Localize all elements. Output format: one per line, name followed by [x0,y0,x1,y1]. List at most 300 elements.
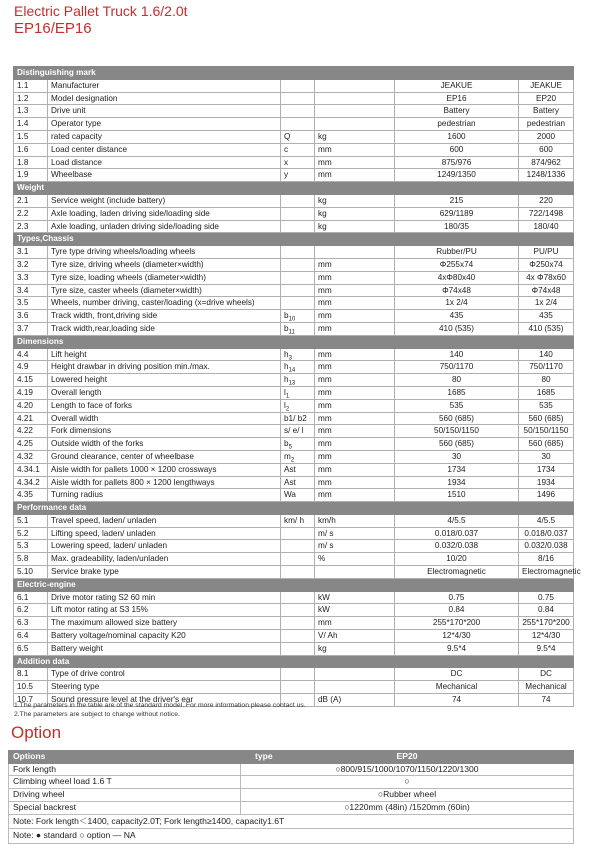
spec-row [14,642,574,655]
row-number: 3.2 [14,258,48,271]
option-label: Climbing wheel load 1.6 T [9,776,241,789]
row-unit [315,668,395,681]
spec-row [14,463,574,476]
row-symbol [281,514,315,527]
row-number: 1.8 [14,156,48,169]
option-row [9,801,574,814]
row-unit [315,681,395,694]
row-number: 8.1 [14,668,48,681]
value-ep20: Electromagnetic [519,566,574,579]
value-ep16: Φ74x48 [395,284,519,297]
row-number: 1.1 [14,79,48,92]
row-number: 6.1 [14,591,48,604]
row-label: Track width, front,driving side [48,310,281,323]
footnote: 1.The parameters in the table are of the standard model. For more information please contact us. [14,702,306,709]
value-ep20: 140 [519,348,574,361]
value-ep20: Φ250x74 [519,258,574,271]
value-ep20: 1248/1336 [519,169,574,182]
value-ep20: 255*170*200 [519,617,574,630]
row-number: 4.19 [14,386,48,399]
value-ep16: 255*170*200 [395,617,519,630]
value-ep20: 0.75 [519,591,574,604]
row-label: Overall width [48,412,281,425]
value-ep20: PU/PU [519,246,574,259]
section-heading: Types,Chassis [14,233,574,246]
value-ep20: 1934 [519,476,574,489]
value-ep16: Mechanical [395,681,519,694]
symbol-subscript: 2 [290,457,295,464]
row-symbol [281,143,315,156]
spec-row [14,604,574,617]
symbol-text: s/ e/ l [284,426,304,436]
value-ep20: 8/16 [519,553,574,566]
row-symbol [281,476,315,489]
row-unit: mm [315,476,395,489]
spec-table [13,66,581,707]
spec-row [14,284,574,297]
row-number: 3.6 [14,310,48,323]
row-number: 1.4 [14,118,48,131]
value-ep20: 1685 [519,386,574,399]
section-header [14,233,574,246]
row-symbol [281,553,315,566]
value-ep20: 560 (685) [519,412,574,425]
row-unit: kg [315,220,395,233]
row-symbol [281,246,315,259]
symbol-text: Ast [284,477,296,487]
value-ep16: 9.5*4 [395,642,519,655]
spec-row [14,450,574,463]
row-unit: m/ s [315,540,395,553]
footnotes [14,702,306,719]
row-unit [315,105,395,118]
spec-row [14,527,574,540]
row-unit: mm [315,284,395,297]
row-number: 1.6 [14,143,48,156]
row-symbol [281,642,315,655]
symbol-subscript: 13 [288,380,296,387]
option-row [9,776,574,789]
row-symbol [281,194,315,207]
section-heading: Distinguishing mark [14,67,574,80]
row-number: 5.3 [14,540,48,553]
option-header-type: type [255,751,273,761]
spec-row [14,386,574,399]
row-unit: mm [315,450,395,463]
row-unit: mm [315,386,395,399]
row-symbol [281,617,315,630]
symbol-subscript: 1 [285,393,290,400]
value-ep20: EP20 [519,92,574,105]
row-number: 3.4 [14,284,48,297]
row-number: 4.22 [14,425,48,438]
value-ep16: 1600 [395,130,519,143]
spec-row [14,540,574,553]
spec-row [14,169,574,182]
value-ep16: 4xΦ80x40 [395,271,519,284]
row-label: Type of drive control [48,668,281,681]
spec-row [14,553,574,566]
row-number: 4.32 [14,450,48,463]
row-unit: mm [315,156,395,169]
option-row [9,789,574,802]
value-ep20: 180/40 [519,220,574,233]
value-ep16: 30 [395,450,519,463]
row-unit: kW [315,604,395,617]
section-header [14,67,574,80]
option-value: ○800/915/1000/1070/1150/1220/1300 [241,763,574,776]
value-ep20: 1x 2/4 [519,297,574,310]
row-label: Drive motor rating S2 60 min [48,591,281,604]
row-number: 4.25 [14,438,48,451]
value-ep16: 600 [395,143,519,156]
row-symbol [281,271,315,284]
option-label: Special backrest [9,801,241,814]
value-ep16: DC [395,668,519,681]
spec-row [14,271,574,284]
spec-row [14,489,574,502]
value-ep16: Electromagnetic [395,566,519,579]
row-number: 1.9 [14,169,48,182]
value-ep20: 1734 [519,463,574,476]
spec-row [14,79,574,92]
row-label: Manufacturer [48,79,281,92]
spec-row [14,220,574,233]
value-ep16: 535 [395,399,519,412]
section-heading: Electric-engine [14,578,574,591]
row-label: rated capacity [48,130,281,143]
symbol-text: b1/ b2 [284,413,307,423]
row-label: Turning radius [48,489,281,502]
row-unit: mm [315,489,395,502]
row-symbol [281,463,315,476]
row-label: Lifting speed, laden/ unladen [48,527,281,540]
value-ep20: 2000 [519,130,574,143]
value-ep20: DC [519,668,574,681]
symbol-text: b [284,439,289,449]
row-label: Tyre size, caster wheels (diameter×width) [48,284,281,297]
value-ep20: 0.84 [519,604,574,617]
row-unit: dB (A) [315,694,395,707]
row-label: Tyre size, driving wheels (diameter×width) [48,258,281,271]
row-symbol [281,668,315,681]
symbol-subscript: 11 [288,329,295,336]
row-symbol [281,591,315,604]
section-header [14,655,574,668]
row-symbol [281,681,315,694]
value-ep16: 74 [395,694,519,707]
value-ep20: 12*4/30 [519,630,574,643]
row-label: Service weight (include battery) [48,194,281,207]
symbol-text: h [284,362,289,372]
section-heading: Dimensions [14,335,574,348]
option-title: Option [11,723,62,742]
spec-row [14,118,574,131]
row-unit: mm [315,258,395,271]
row-unit: mm [315,374,395,387]
value-ep16: 875/976 [395,156,519,169]
row-unit: mm [315,143,395,156]
row-symbol [281,438,315,451]
page-title: Electric Pallet Truck 1.6/2.0t [14,3,188,19]
row-label: Length to face of forks [48,399,281,412]
row-number: 4.20 [14,399,48,412]
value-ep16: 629/1189 [395,207,519,220]
spec-row [14,130,574,143]
row-label: Lift height [48,348,281,361]
page-subtitle: EP16/EP16 [14,20,92,37]
row-symbol [281,258,315,271]
row-symbol [281,412,315,425]
row-number: 3.1 [14,246,48,259]
row-number: 3.5 [14,297,48,310]
row-unit: kg [315,130,395,143]
option-label: Fork length [9,763,241,776]
row-label: Travel speed, laden/ unladen [48,514,281,527]
row-unit [315,566,395,579]
row-label: Track width,rear,loading side [48,322,281,335]
value-ep20: 80 [519,374,574,387]
symbol-text: h [284,349,289,359]
value-ep16: 10/20 [395,553,519,566]
symbol-subscript: 14 [288,367,296,374]
row-label: Fork dimensions [48,425,281,438]
row-symbol [281,399,315,412]
symbol-text: y [284,170,289,180]
spec-row [14,425,574,438]
spec-row [14,246,574,259]
row-number: 1.5 [14,130,48,143]
row-number: 6.2 [14,604,48,617]
row-number: 4.21 [14,412,48,425]
row-symbol [281,566,315,579]
value-ep20: Mechanical [519,681,574,694]
symbol-text: b [284,323,289,333]
symbol-text: x [284,157,289,167]
spec-row [14,194,574,207]
row-label: Tyre type driving wheels/loading wheels [48,246,281,259]
value-ep16: EP16 [395,92,519,105]
row-number: 4.35 [14,489,48,502]
spec-row [14,92,574,105]
row-symbol [281,348,315,361]
row-number: 2.1 [14,194,48,207]
row-unit: mm [315,348,395,361]
value-ep20: 722/1498 [519,207,574,220]
row-unit: kg [315,642,395,655]
row-label: Lowered height [48,374,281,387]
value-ep16: 0.84 [395,604,519,617]
section-header [14,182,574,195]
row-label: Axle loading, unladen driving side/loading side [48,220,281,233]
value-ep16: 750/1170 [395,361,519,374]
symbol-subscript: 10 [288,316,296,323]
spec-row [14,310,574,323]
row-unit: mm [315,297,395,310]
value-ep16: Rubber/PU [395,246,519,259]
spec-row [14,207,574,220]
row-number: 5.10 [14,566,48,579]
row-number: 10.7 [14,694,48,707]
option-value: ○1220mm (48in) /1520mm (60in) [241,801,574,814]
value-ep16: pedestrian [395,118,519,131]
row-symbol [281,604,315,617]
row-symbol [281,540,315,553]
option-header-row [9,751,574,764]
symbol-subscript: 3 [288,355,292,362]
value-ep16: JEAKUE [395,79,519,92]
row-symbol [281,527,315,540]
row-symbol [281,450,315,463]
option-legend: Note: ● standard ○ option — NA [9,829,574,844]
option-table [8,750,574,844]
row-symbol [281,92,315,105]
symbol-text: km/ h [284,515,305,525]
section-heading: Performance data [14,502,574,515]
section-heading: Weight [14,182,574,195]
spec-row [14,258,574,271]
spec-row [14,617,574,630]
row-number: 4.34.1 [14,463,48,476]
row-number: 10.5 [14,681,48,694]
value-ep16: 1510 [395,489,519,502]
row-symbol [281,169,315,182]
value-ep20: 30 [519,450,574,463]
row-label: Load center distance [48,143,281,156]
row-unit [315,118,395,131]
value-ep20: pedestrian [519,118,574,131]
spec-row [14,514,574,527]
value-ep16: 180/35 [395,220,519,233]
value-ep16: 1685 [395,386,519,399]
footnote: 2.The parameters are subject to change without notice. [14,710,180,718]
row-symbol [281,425,315,438]
row-unit: kg [315,194,395,207]
row-unit: km/h [315,514,395,527]
value-ep16: 140 [395,348,519,361]
value-ep16: 50/150/1150 [395,425,519,438]
row-label: Aisle width for pallets 1000 × 1200 crossways [48,463,281,476]
value-ep16: 560 (685) [395,412,519,425]
row-unit: mm [315,463,395,476]
row-label: Height drawbar in driving position min./max. [48,361,281,374]
value-ep16: 1934 [395,476,519,489]
value-ep16: 1x 2/4 [395,297,519,310]
row-label: Axle loading, laden driving side/loading side [48,207,281,220]
row-number: 3.3 [14,271,48,284]
spec-row [14,105,574,118]
row-number: 4.34.2 [14,476,48,489]
row-number: 4.9 [14,361,48,374]
spec-row [14,681,574,694]
spec-row [14,399,574,412]
row-number: 1.3 [14,105,48,118]
spec-row [14,348,574,361]
row-label: Battery weight [48,642,281,655]
value-ep20: Φ74x48 [519,284,574,297]
row-symbol [281,297,315,310]
value-ep20: 4/5.5 [519,514,574,527]
symbol-text: Wa [284,490,296,500]
option-row [9,763,574,776]
value-ep20: 1496 [519,489,574,502]
row-label: Outside width of the forks [48,438,281,451]
option-header-model: EP20 [241,751,574,764]
value-ep16: 435 [395,310,519,323]
row-number: 2.2 [14,207,48,220]
value-ep16: 0.018/0.037 [395,527,519,540]
spec-row [14,412,574,425]
row-unit: mm [315,361,395,374]
row-symbol [281,310,315,323]
row-symbol [281,322,315,335]
spec-row [14,438,574,451]
row-symbol [281,105,315,118]
value-ep20: 750/1170 [519,361,574,374]
row-number: 4.4 [14,348,48,361]
row-unit: mm [315,617,395,630]
row-unit: mm [315,438,395,451]
value-ep16: 4/5.5 [395,514,519,527]
row-label: The maximum allowed size battery [48,617,281,630]
value-ep20: 535 [519,399,574,412]
symbol-text: l [284,400,286,410]
spec-row [14,630,574,643]
symbol-text: Q [284,131,291,141]
row-symbol [281,130,315,143]
value-ep20: 9.5*4 [519,642,574,655]
value-ep20: 560 (685) [519,438,574,451]
row-unit: mm [315,399,395,412]
value-ep16: 215 [395,194,519,207]
value-ep16: 0.032/0.038 [395,540,519,553]
row-unit: mm [315,310,395,323]
value-ep16: 12*4/30 [395,630,519,643]
spec-row [14,156,574,169]
spec-row [14,374,574,387]
row-label: Model designation [48,92,281,105]
row-symbol [281,207,315,220]
value-ep20: 600 [519,143,574,156]
option-note: Note: Fork length＜1400, capacity2.0T; Fork length≥1400, capacity1.6T [9,814,574,829]
row-label: Aisle width for pallets 800 × 1200 lengthways [48,476,281,489]
option-label: Driving wheel [9,789,241,802]
row-label: Operator type [48,118,281,131]
row-symbol [281,284,315,297]
value-ep16: 560 (685) [395,438,519,451]
row-label: Drive unit [48,105,281,118]
row-unit: % [315,553,395,566]
row-unit [315,92,395,105]
row-number: 4.15 [14,374,48,387]
value-ep16: 80 [395,374,519,387]
option-header-cell [9,751,273,764]
option-note-row [9,814,574,829]
spec-row [14,668,574,681]
row-number: 6.3 [14,617,48,630]
symbol-text: b [284,311,289,321]
option-value: ○Rubber wheel [241,789,574,802]
row-label: Lowering speed, laden/ unladen [48,540,281,553]
value-ep20: 0.018/0.037 [519,527,574,540]
spec-row [14,476,574,489]
row-unit: mm [315,271,395,284]
symbol-subscript: 5 [288,444,292,451]
section-header [14,335,574,348]
row-number: 5.8 [14,553,48,566]
row-unit: mm [315,322,395,335]
row-label: Wheels, number driving, caster/loading (x=drive wheels) [48,297,281,310]
